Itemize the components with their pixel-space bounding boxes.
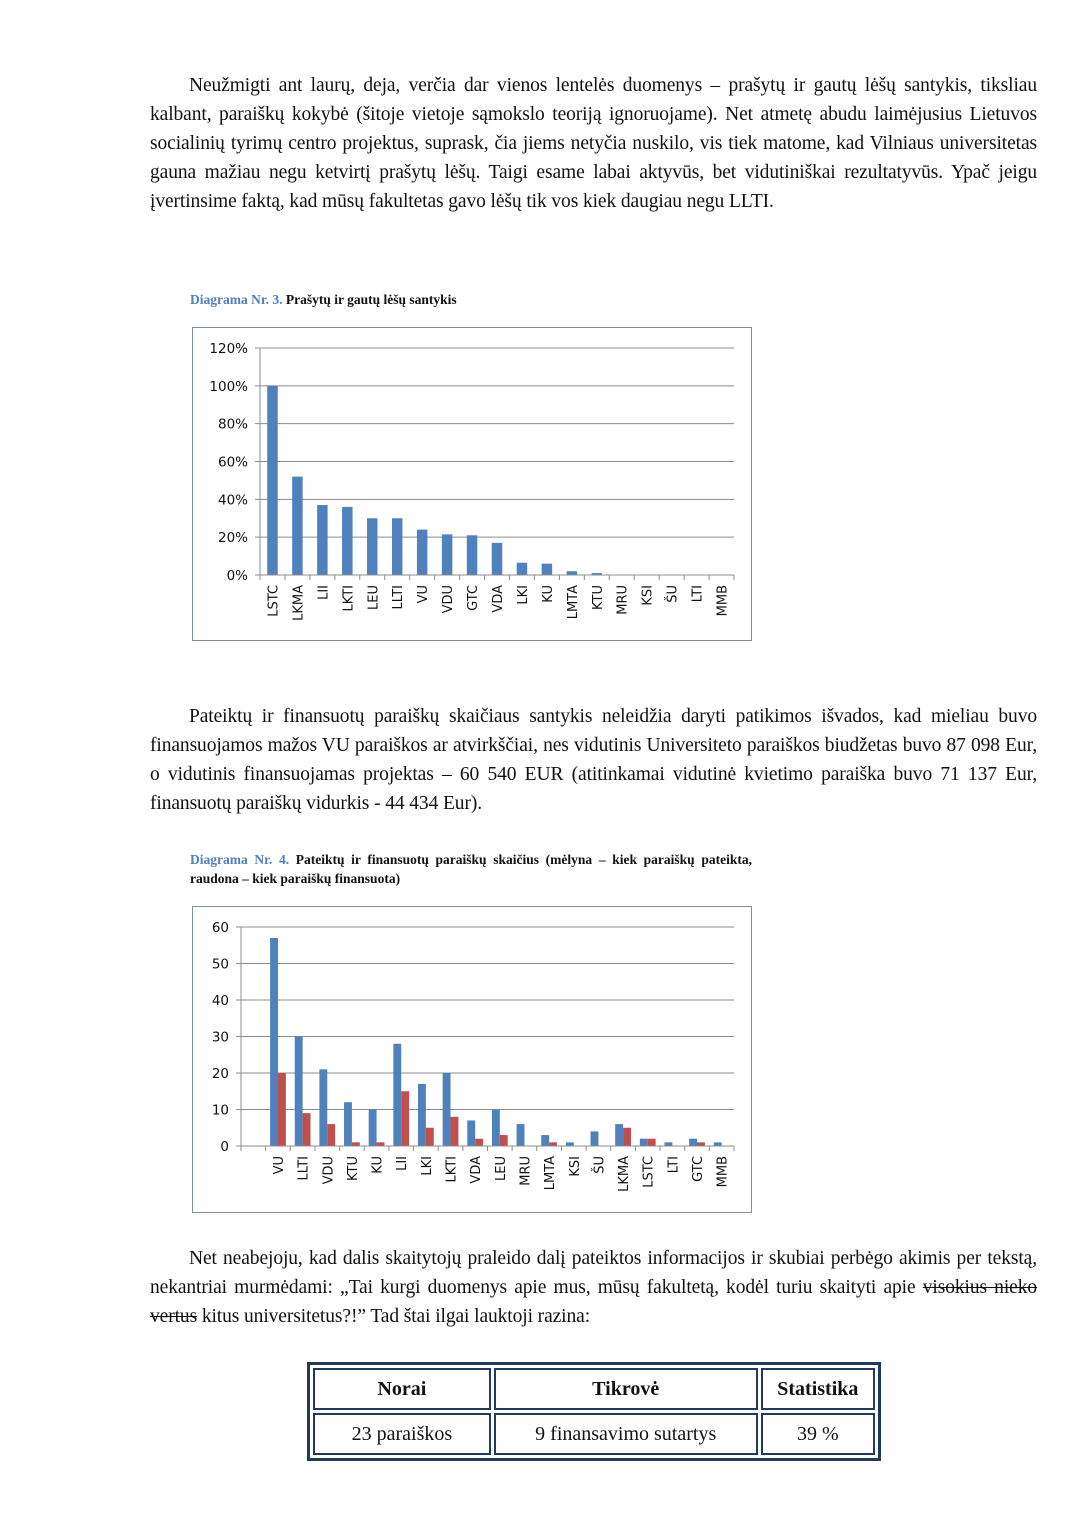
y-tick-label: 40 — [211, 993, 229, 1009]
y-tick-label: 50 — [211, 956, 229, 973]
y-tick-label: 60% — [217, 454, 248, 471]
struck-text: visokius nieko vertus — [150, 1277, 1037, 1327]
bar — [567, 571, 577, 575]
bar — [367, 518, 377, 575]
x-tick-label: LII — [316, 585, 332, 600]
bar-chart-2 — [193, 907, 751, 1212]
bar — [541, 1135, 549, 1146]
x-tick-label: LTI — [690, 585, 706, 603]
caption-diagram-4 — [190, 850, 752, 888]
bar — [295, 1037, 303, 1147]
y-tick-label: 60 — [211, 920, 229, 936]
x-tick-label: LKI — [515, 585, 531, 605]
x-tick-label: LSTC — [641, 1156, 657, 1188]
x-tick-label: LKMA — [617, 1156, 633, 1192]
x-tick-label: KSI — [567, 1156, 583, 1177]
table-header-row — [313, 1368, 875, 1410]
bar — [500, 1135, 508, 1146]
x-tick-label: LKTI — [341, 585, 357, 612]
x-tick-label: LMTA — [543, 1156, 559, 1191]
x-tick-label: MRU — [518, 1156, 534, 1186]
bar — [393, 1044, 401, 1146]
x-tick-label: VDA — [491, 585, 506, 613]
y-tick-label: 30 — [211, 1029, 229, 1046]
paragraph-2: Pateiktų ir finansuotų paraiškų skaičiaus santykis neleidžia daryti patikimos išvados, kad mieliau buvo finansuojamos mažos VU paraiškos ar atvirkščiai, nes vidutinis Universiteto paraiškos biudžetas buvo 87 098 Eur, o vidutinis finansuojamas projektas – 60 540 EUR (atitinkamai vidutinė kvietimo paraiška buvo 71 137 Eur, finansuotų paraiškų vidurkis - 44 434 Eur). — [150, 706, 1037, 814]
summary-table — [307, 1362, 881, 1461]
bar — [303, 1113, 311, 1146]
bar — [542, 564, 552, 575]
bar-chart-1 — [193, 328, 751, 640]
table-row — [313, 1413, 875, 1455]
y-tick-label: 20% — [217, 530, 248, 547]
x-tick-label: VU — [416, 585, 432, 604]
bar — [392, 518, 402, 575]
bar — [492, 543, 502, 575]
x-tick-label: MMB — [715, 585, 731, 617]
y-tick-label: 20 — [211, 1066, 229, 1082]
x-tick-label: LLTI — [391, 585, 407, 610]
paragraph-3-text-before: Net neabejoju, kad dalis skaitytojų praleido dalį pateiktos informacijos ir skubiai perbėgo akimis per tekstą, nekantriai murmėdami: „Tai kurgi duomenys apie mus, mūsų fakultetą, kodėl turiu skaityti apie — [150, 1248, 1037, 1298]
x-tick-label: VDU — [441, 585, 457, 614]
x-tick-label: VDA — [469, 1156, 485, 1184]
bar — [418, 1084, 426, 1146]
bar — [517, 1124, 525, 1146]
x-tick-label: LTI — [666, 1156, 682, 1174]
x-tick-label: ŠU — [665, 585, 681, 603]
bar — [492, 1110, 500, 1147]
chart-requested-vs-received — [192, 327, 752, 641]
bar — [591, 1131, 599, 1146]
x-tick-label: KU — [370, 1156, 386, 1174]
bar — [270, 938, 278, 1146]
bar — [344, 1102, 352, 1146]
bar — [317, 505, 327, 575]
bar — [517, 563, 527, 575]
x-tick-label: KU — [540, 585, 556, 603]
bar — [467, 1120, 475, 1146]
cell-percentage: 39 % — [761, 1413, 875, 1455]
bar — [442, 534, 452, 575]
bar — [426, 1128, 434, 1146]
x-tick-label: VU — [271, 1156, 287, 1175]
bar — [401, 1091, 409, 1146]
x-tick-label: LKTI — [444, 1156, 460, 1183]
bar — [327, 1124, 335, 1146]
bar — [352, 1142, 360, 1146]
bar — [278, 1073, 286, 1146]
x-tick-label: LSTC — [266, 585, 282, 617]
bar — [549, 1142, 557, 1146]
bar — [369, 1110, 377, 1147]
x-tick-label: VDU — [321, 1156, 337, 1185]
caption-number: Diagrama Nr. 4. — [190, 852, 290, 867]
x-tick-label: GTC — [691, 1156, 707, 1182]
x-tick-label: MMB — [715, 1156, 731, 1188]
bar — [640, 1139, 648, 1146]
bar — [451, 1117, 459, 1146]
bar — [443, 1073, 451, 1146]
x-tick-label: MRU — [615, 585, 631, 615]
bar — [417, 530, 427, 575]
y-tick-label: 10 — [211, 1102, 229, 1119]
y-tick-label: 40% — [217, 492, 248, 509]
y-tick-label: 120% — [209, 341, 248, 357]
cell-applications: 23 paraiškos — [313, 1413, 491, 1455]
bar — [689, 1139, 697, 1146]
x-tick-label: LMTA — [565, 585, 581, 620]
x-tick-label: LII — [395, 1156, 411, 1171]
y-tick-label: 80% — [217, 416, 248, 433]
y-tick-label: 0 — [220, 1139, 229, 1155]
bar — [566, 1142, 574, 1146]
caption-diagram-3 — [190, 290, 752, 309]
bar — [697, 1142, 705, 1146]
x-tick-label: LEU — [366, 585, 382, 610]
header-tikrove: Tikrovė — [494, 1368, 758, 1410]
bar — [623, 1128, 631, 1146]
header-statistika: Statistika — [761, 1368, 875, 1410]
bar — [319, 1069, 327, 1146]
y-tick-label: 100% — [209, 378, 248, 395]
bar — [615, 1124, 623, 1146]
x-tick-label: ŠU — [592, 1156, 608, 1174]
paragraph-3-text-after: kitus universitetus?!” Tad štai ilgai lauktoji razina: — [197, 1306, 591, 1327]
bar — [475, 1139, 483, 1146]
bar — [648, 1139, 656, 1146]
header-norai: Norai — [313, 1368, 491, 1410]
bar — [467, 535, 477, 575]
x-tick-label: LKMA — [291, 585, 307, 621]
bar — [267, 386, 277, 575]
x-tick-label: GTC — [466, 585, 482, 611]
caption-text: Pateiktų ir finansuotų paraiškų skaičius (mėlyna – kiek paraiškų pateikta, raudona – kiek paraiškų finansuota) — [190, 852, 752, 886]
x-tick-label: LEU — [493, 1156, 509, 1181]
bar — [714, 1142, 722, 1146]
paragraph-1: Neužmigti ant laurų, deja, verčia dar vienos lentelės duomenys – prašytų ir gautų lėšų santykis, tiksliau kalbant, paraiškų kokybė (šitoje vietoje sąmokslo teoriją ignoruojame). Net atmetę abudu laimėjusius Lietuvos socialinių tyrimų centro projektus, suprask, čia jiems netyčia nuskilo, vis tiek matome, kad Vilniaus universitetas gauna mažiau negu ketvirtį prašytų lėšų. Taigi esame labai aktyvūs, bet vidutiniškai rezultatyvūs. Ypač jeigu įvertinsime faktą, kad mūsų fakultetas gavo lėšų tik vos kiek daugiau negu LLTI. — [150, 75, 1037, 212]
chart-submitted-vs-funded — [192, 906, 752, 1213]
caption-number: Diagrama Nr. 3. — [190, 292, 283, 307]
x-tick-label: LLTI — [296, 1156, 312, 1181]
bar — [342, 507, 352, 575]
paragraph-3 — [150, 1244, 1037, 1331]
x-tick-label: LKI — [419, 1156, 435, 1176]
cell-contracts: 9 finansavimo sutartys — [494, 1413, 758, 1455]
bar — [664, 1142, 672, 1146]
bar — [292, 477, 302, 575]
caption-text: Prašytų ir gautų lėšų santykis — [282, 292, 457, 307]
bar — [377, 1142, 385, 1146]
x-tick-label: KTU — [590, 585, 606, 610]
x-tick-label: KTU — [345, 1156, 361, 1181]
y-tick-label: 0% — [226, 568, 248, 584]
x-tick-label: KSI — [640, 585, 656, 606]
